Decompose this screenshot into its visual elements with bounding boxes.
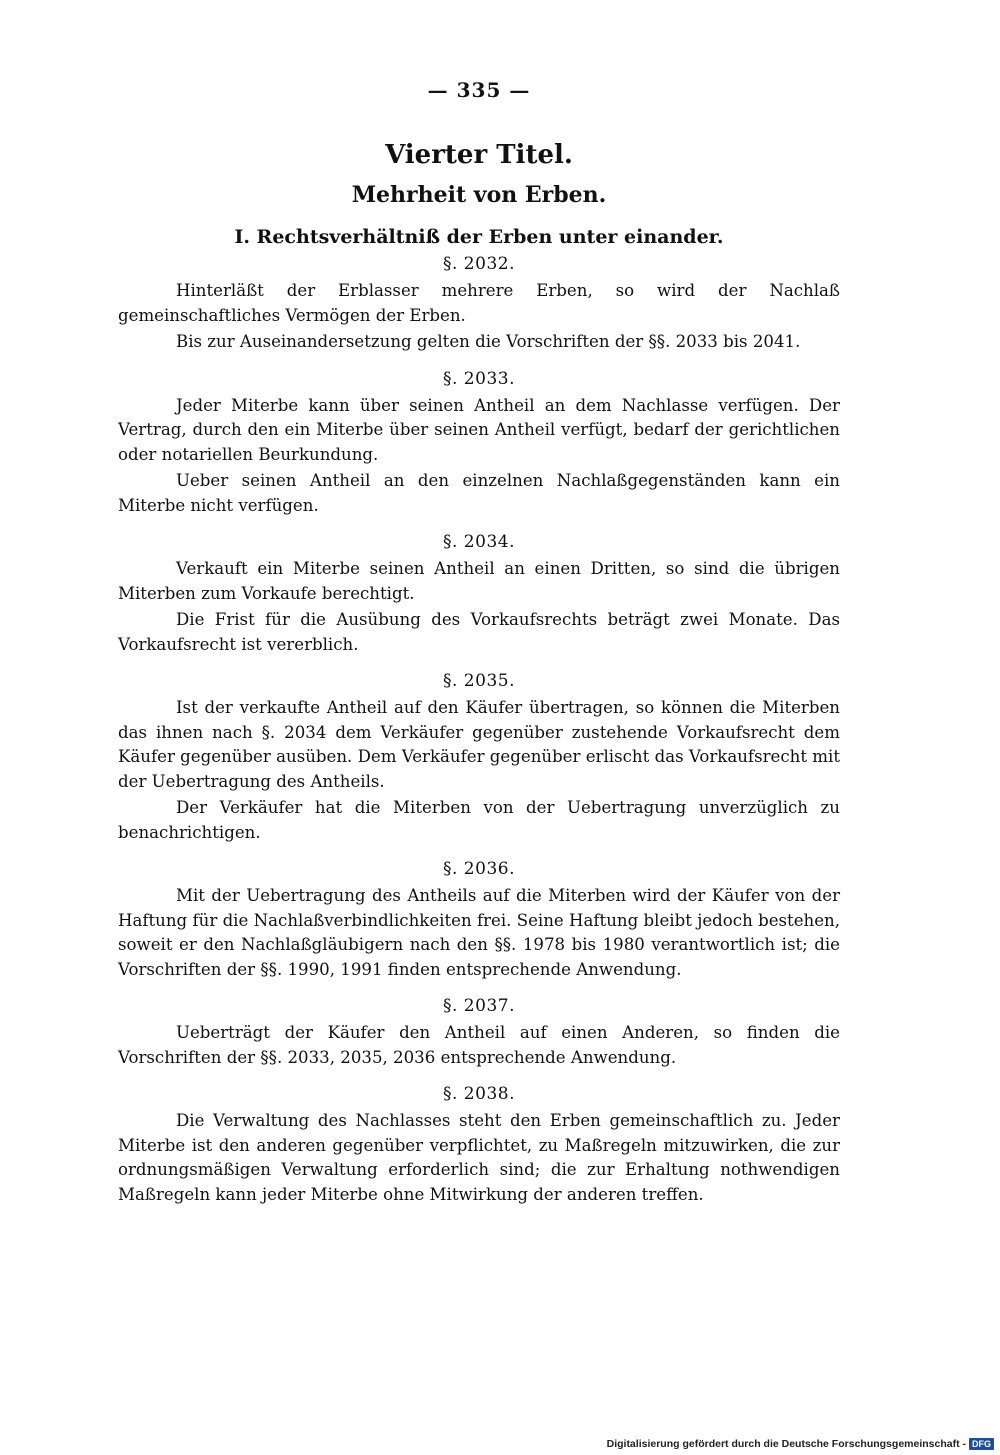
paragraph-block-2032 bbox=[118, 254, 840, 355]
paragraph-block-2035 bbox=[118, 671, 840, 845]
digitization-credit bbox=[607, 1438, 994, 1450]
page-number: — 335 — bbox=[427, 78, 531, 102]
paragraph-text: Jeder Miterbe kann über seinen Antheil an dem Nachlasse verfügen. Der Vertrag, durch den ein Miterbe über seinen Antheil verfügt, bedarf der gerichtlichen oder notariellen Beurkundung. bbox=[118, 395, 840, 464]
paragraph-text: Ueber seinen Antheil an den einzelnen Nachlaßgegenständen kann ein Miterbe nicht verfügen. bbox=[118, 471, 840, 515]
paragraph-text: Der Verkäufer hat die Miterben von der Uebertragung unverzüglich zu benachrichtigen. bbox=[118, 798, 840, 842]
paragraph-text: Bis zur Auseinandersetzung gelten die Vorschriften der §§. 2033 bis 2041. bbox=[176, 332, 801, 351]
paragraph-heading: §. 2035. bbox=[443, 671, 515, 691]
paragraph-block-2033 bbox=[118, 369, 840, 519]
paragraph-block-2034 bbox=[118, 532, 840, 657]
paragraph-heading: §. 2034. bbox=[443, 532, 515, 552]
paragraph-block-2038 bbox=[118, 1084, 840, 1207]
paragraph-block-2037 bbox=[118, 996, 840, 1070]
paragraph-text: Die Frist für die Ausübung des Vorkaufsrechts beträgt zwei Monate. Das Vorkaufsrecht ist vererblich. bbox=[118, 610, 840, 654]
paragraph-text: Ist der verkaufte Antheil auf den Käufer übertragen, so können die Miterben das ihnen nach §. 2034 dem Verkäufer gegenüber zustehende Vorkaufsrecht dem Käufer gegenüber ausüben. Dem Verkäufer gegenüber erlischt das Vorkaufsrecht mit der Uebertragung des Antheils. bbox=[118, 698, 840, 791]
document-page bbox=[118, 78, 840, 1221]
paragraph-heading: §. 2038. bbox=[443, 1084, 515, 1104]
paragraph-text: Verkauft ein Miterbe seinen Antheil an einen Dritten, so sind die übrigen Miterben zum Vorkaufe berechtigt. bbox=[118, 559, 840, 603]
paragraph-heading: §. 2036. bbox=[443, 859, 515, 879]
paragraph-heading: §. 2033. bbox=[443, 368, 515, 389]
paragraph-heading: §. 2032. bbox=[443, 254, 515, 274]
title-sub: Mehrheit von Erben. bbox=[351, 182, 607, 208]
paragraph-block-2036 bbox=[118, 859, 840, 982]
dfg-logo-icon: DFG bbox=[969, 1438, 994, 1450]
paragraph-heading: §. 2037. bbox=[443, 996, 515, 1016]
paragraph-text: Hinterläßt der Erblasser mehrere Erben, so wird der Nachlaß gemeinschaftliches Vermögen der Erben. bbox=[118, 281, 840, 325]
title-main: Vierter Titel. bbox=[385, 140, 573, 170]
paragraph-text: Die Verwaltung des Nachlasses steht den Erben gemeinschaftlich zu. Jeder Miterbe ist den anderen gegenüber verpflichtet, zu Maßregeln mitzuwirken, die zur ordnungsmäßigen Verwaltung erforderlich sind; die zur Erhaltung nothwendigen Maßregeln kann jeder Miterbe ohne Mitwirkung der anderen treffen. bbox=[118, 1111, 840, 1204]
credit-text: Digitalisierung gefördert durch die Deutsche Forschungsgemeinschaft - bbox=[606, 1438, 966, 1450]
section-heading: I. Rechtsverhältniß der Erben unter einander. bbox=[234, 226, 724, 248]
paragraph-text: Ueberträgt der Käufer den Antheil auf einen Anderen, so finden die Vorschriften der §§. 2033, 2035, 2036 entsprechende Anwendung. bbox=[118, 1023, 840, 1067]
paragraph-text: Mit der Uebertragung des Antheils auf die Miterben wird der Käufer von der Haftung für die Nachlaßverbindlichkeiten frei. Seine Haftung bleibt jedoch bestehen, soweit er den Nachlaßgläubigern nach den §§. 1978 bis 1980 verantwortlich ist; die Vorschriften der §§. 1990, 1991 finden entsprechende Anwendung. bbox=[118, 886, 840, 979]
